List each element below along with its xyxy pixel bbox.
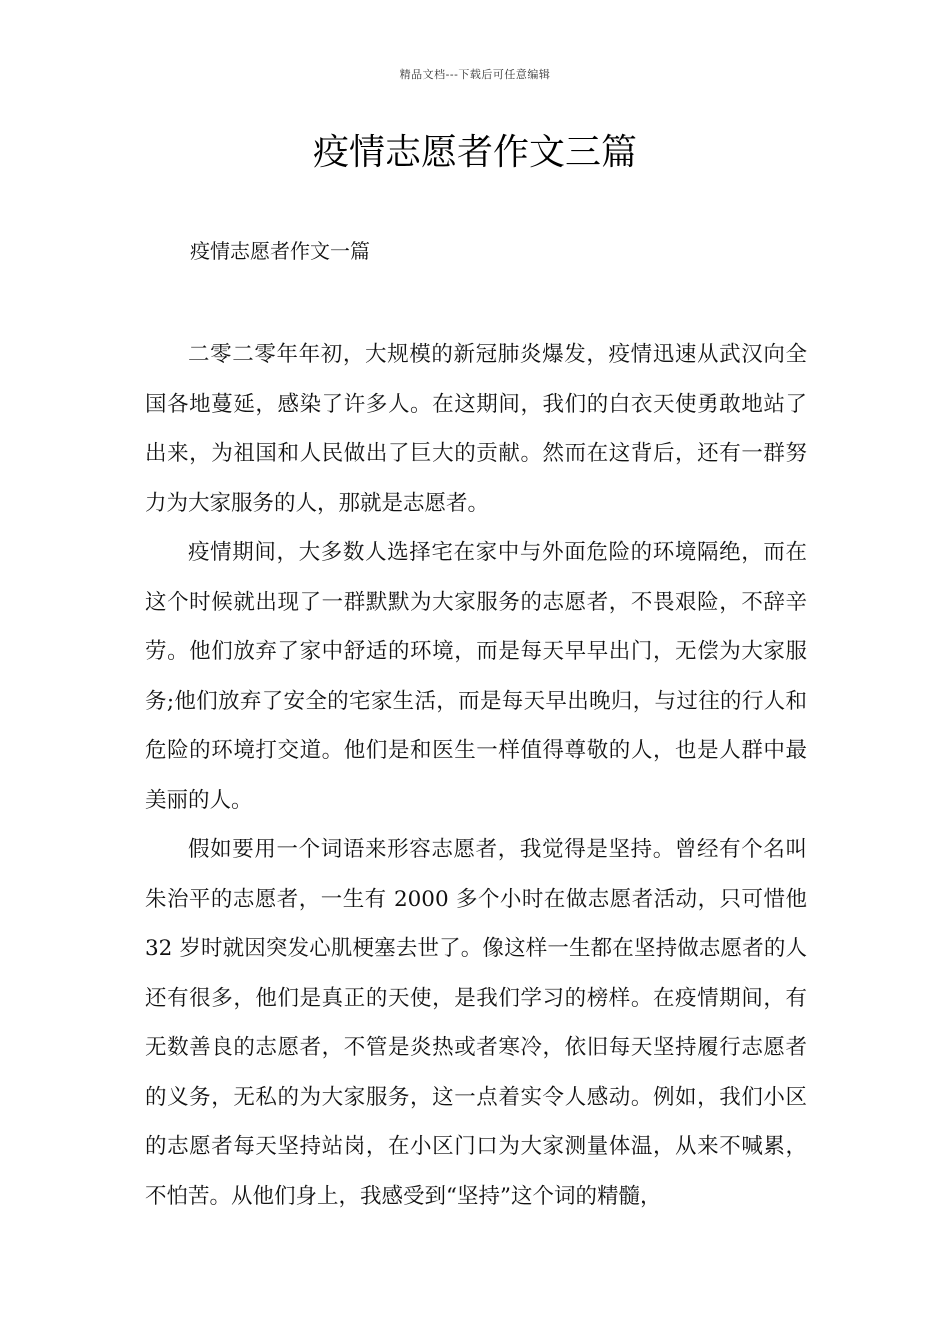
paragraph-2: 疫情期间，大多数人选择宅在家中与外面危险的环境隔绝，而在这个时候就出现了一群默默为大家服务的志愿者，不畏艰险，不辞辛劳。他们放弃了家中舒适的环境，而是每天早早出门，无偿为大家服务;他们放弃了安全的宅家生活，而是每天早出晚归，与过往的行人和危险的环境打交道。他们是和医生一样值得尊敬的人，也是人群中最美丽的人。 (145, 540, 807, 813)
header-note: 精品文档---下载后可任意编辑 (399, 68, 551, 81)
paragraph-1: 二零二零年年初，大规模的新冠肺炎爆发，疫情迅速从武汉向全国各地蔓延，感染了许多人。在这期间，我们的白衣天使勇敢地站了出来，为祖国和人民做出了巨大的贡献。然而在这背后，还有一群努力为大家服务的人，那就是志愿者。 (145, 342, 807, 516)
document-body (145, 330, 807, 1221)
paragraph-3: 假如要用一个词语来形容志愿者，我觉得是坚持。曾经有个名叫朱治平的志愿者，一生有 2000 多个小时在做志愿者活动，只可惜他 32 岁时就因突发心肌梗塞去世了。像这样一生都在坚持做志愿者的人还有很多，他们是真正的天使，是我们学习的榜样。在疫情期间，有无数善良的志愿者，不管是炎热或者寒冷，依旧每天坚持履行志愿者的义务，无私的为大家服务，这一点着实令人感动。例如，我们小区的志愿者每天坚持站岗，在小区门口为大家测量体温，从来不喊累，不怕苦。从他们身上，我感受到“坚持”这个词的精髓， (145, 837, 807, 1209)
document-title: 疫情志愿者作文三篇 (312, 132, 637, 173)
section-title: 疫情志愿者作文一篇 (190, 239, 370, 263)
